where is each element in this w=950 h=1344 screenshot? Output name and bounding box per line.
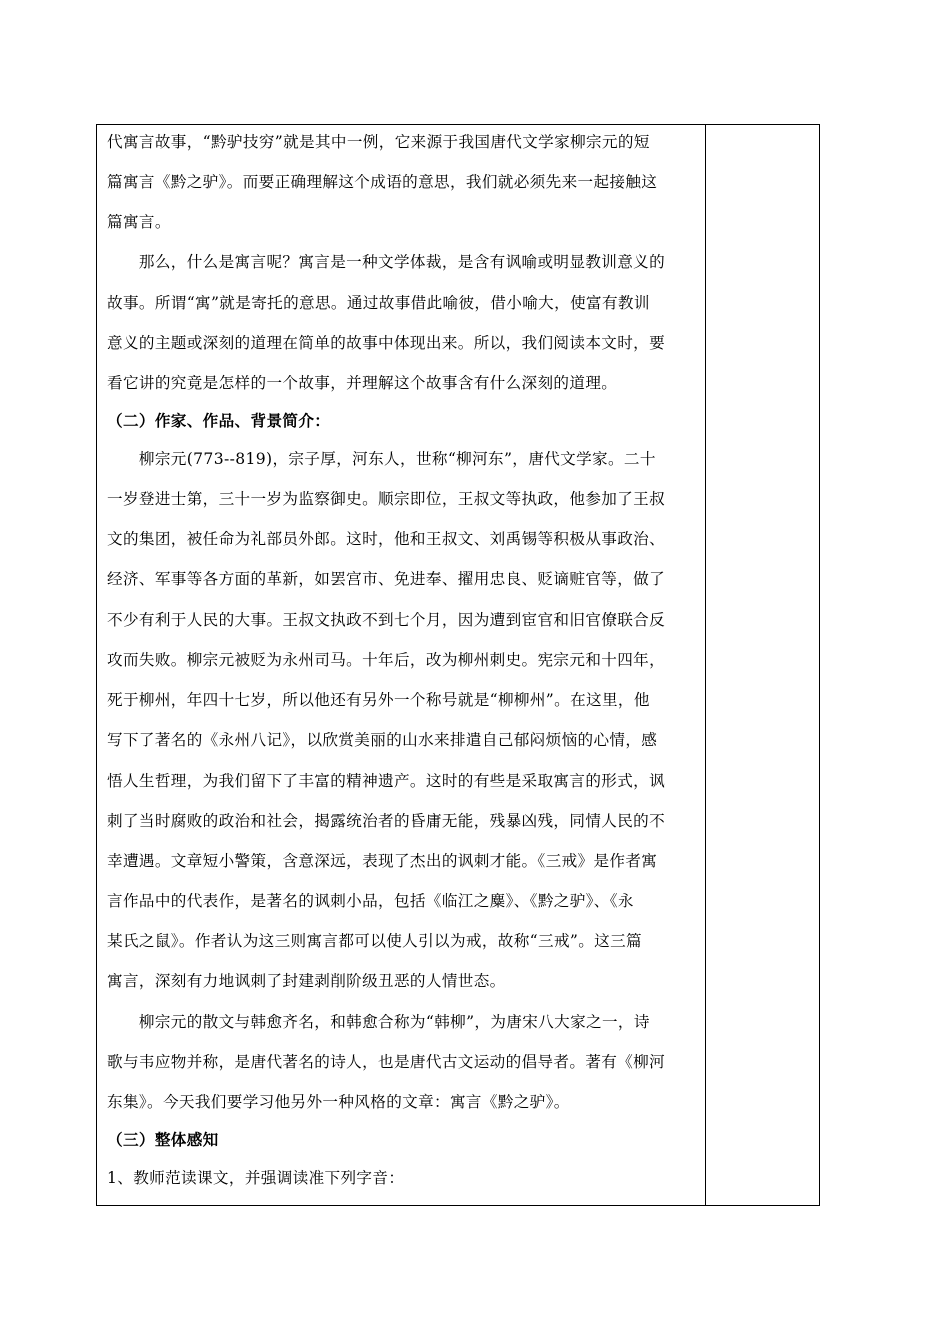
notes-cell [706,125,819,1205]
lesson-content-cell [107,124,699,1206]
text-line: 篇寓言《黔之驴》。而要正确理解这个成语的意思，我们就必须先来一起接触这 [107,173,658,191]
text-line: 歌与韦应物并称，是唐代著名的诗人，也是唐代古文运动的倡导者。著有《柳河 [107,1053,666,1071]
text-line: 篇寓言。 [107,213,171,231]
text-line: 柳宗元的散文与韩愈齐名，和韩愈合称为“韩柳”，为唐宋八大家之一，诗 [107,1013,650,1031]
text-line: 死于柳州，年四十七岁，所以他还有另外一个称号就是“柳柳州”。在这里，他 [107,691,650,709]
text-line: 文的集团，被任命为礼部员外郎。这时，他和王叔文、刘禹锡等积极从事政治、 [107,530,666,548]
text-line: 意义的主题或深刻的道理在简单的故事中体现出来。所以，我们阅读本文时，要 [107,334,666,352]
text-line: 那么，什么是寓言呢？寓言是一种文学体裁，是含有讽喻或明显教训意义的 [107,253,666,271]
text-line: 幸遭遇。文章短小警策，含意深远，表现了杰出的讽刺才能。《三戒》是作者寓 [107,852,658,870]
text-line: 寓言，深刻有力地讽刺了封建剥削阶级丑恶的人情世态。 [107,972,506,990]
text-line: 经济、军事等各方面的革新，如罢宫市、免进奉、擢用忠良、贬谪赃官等，做了 [107,570,666,588]
text-line: 写下了著名的《永州八记》，以欣赏美丽的山水来排遣自己郁闷烦恼的心情，感 [107,731,658,749]
text-line: 某氏之鼠》。作者认为这三则寓言都可以使人引以为戒，故称“三戒”。这三篇 [107,932,642,950]
section-heading-author: （二）作家、作品、背景简介： [107,411,331,430]
text-line: 柳宗元(773--819)，宗子厚，河东人，世称“柳河东”，唐代文学家。二十 [107,450,656,468]
text-line: 一岁登进士第，三十一岁为监察御史。顺宗即位，王叔文等执政，他参加了王叔 [107,490,666,508]
text-line: 东集》。今天我们要学习他另外一种风格的文章：寓言《黔之驴》。 [107,1093,570,1111]
text-line: 故事。所谓“寓”就是寄托的意思。通过故事借此喻彼，借小喻大，使富有教训 [107,294,650,312]
section-heading-overview: （三）整体感知 [107,1130,219,1149]
text-line: 1、教师范读课文，并强调读准下列字音： [107,1169,405,1187]
text-line: 攻而失败。柳宗元被贬为永州司马。十年后，改为柳州刺史。宪宗元和十四年， [107,651,666,669]
text-line: 刺了当时腐败的政治和社会，揭露统治者的昏庸无能，残暴凶残，同情人民的不 [107,812,666,830]
text-line: 不少有利于人民的大事。王叔文执政不到七个月，因为遭到宦官和旧官僚联合反 [107,611,666,629]
text-line: 言作品中的代表作，是著名的讽刺小品，包括《临江之麋》、《黔之驴》、《永 [107,892,634,910]
text-line: 代寓言故事，“黔驴技穷”就是其中一例，它来源于我国唐代文学家柳宗元的短 [107,133,650,151]
text-line: 看它讲的究竟是怎样的一个故事，并理解这个故事含有什么深刻的道理。 [107,374,618,392]
text-line: 悟人生哲理，为我们留下了丰富的精神遗产。这时的有些是采取寓言的形式，讽 [107,772,666,790]
